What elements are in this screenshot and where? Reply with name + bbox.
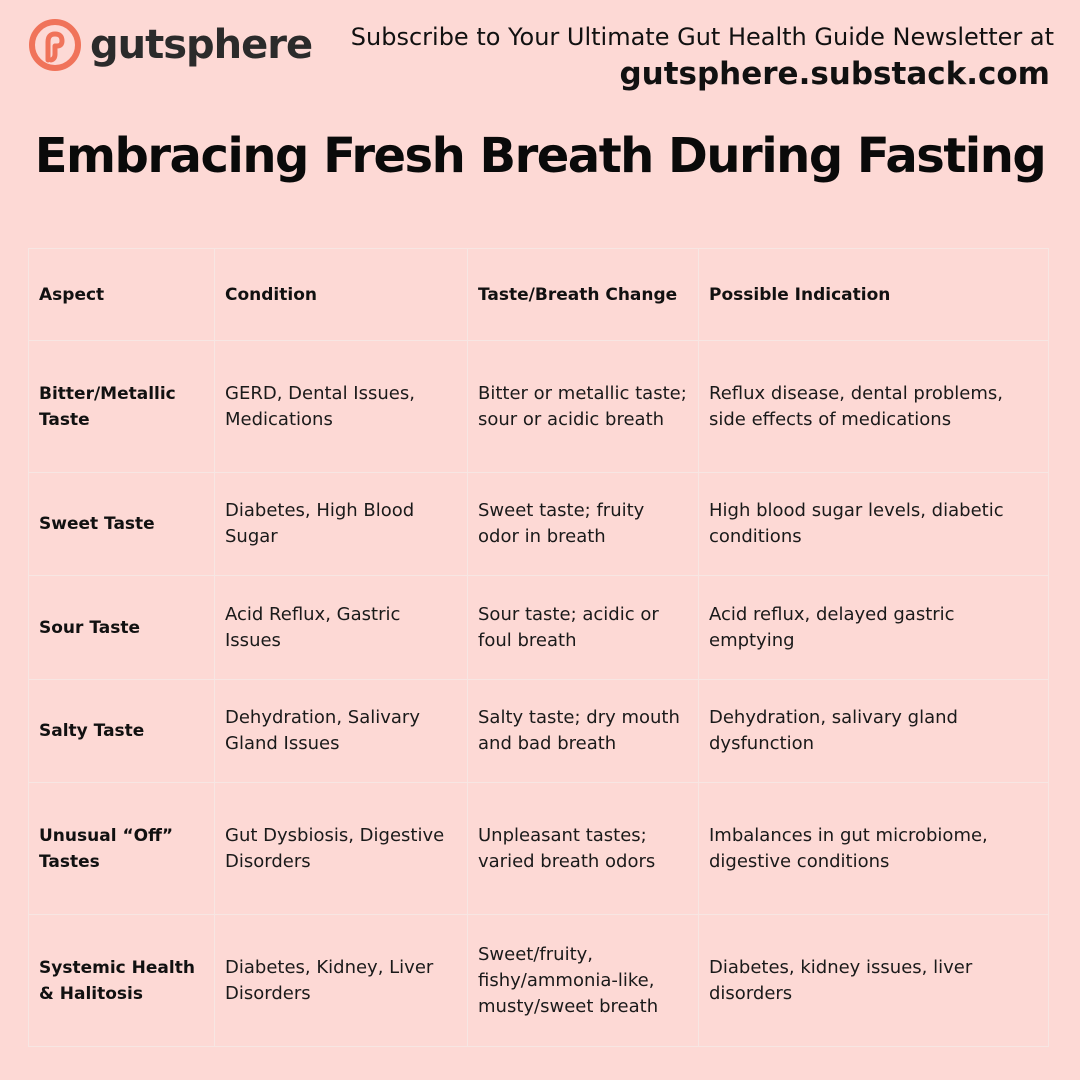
table-row <box>29 783 1049 915</box>
table-row <box>29 680 1049 783</box>
brand-logo <box>28 18 312 72</box>
table-row <box>29 473 1049 576</box>
header-condition: Condition <box>215 249 468 341</box>
aspect-cell: Systemic Health & Halitosis <box>29 915 215 1047</box>
subscribe-text: Subscribe to Your Ultimate Gut Health Guide Newsletter at <box>350 23 1054 51</box>
header-change: Taste/Breath Change <box>468 249 699 341</box>
indication-cell: Imbalances in gut microbiome, digestive conditions <box>699 783 1049 915</box>
header-indication: Possible Indication <box>699 249 1049 341</box>
change-cell: Unpleasant tastes; varied breath odors <box>468 783 699 915</box>
subscribe-link[interactable]: gutsphere.substack.com <box>619 56 1050 92</box>
condition-cell: Acid Reflux, Gastric Issues <box>215 576 468 680</box>
gut-intestine-icon <box>28 18 82 72</box>
condition-cell: Dehydration, Salivary Gland Issues <box>215 680 468 783</box>
aspect-cell: Unusual “Off” Tastes <box>29 783 215 915</box>
indication-cell: Reflux disease, dental problems, side effects of medications <box>699 341 1049 473</box>
header-aspect: Aspect <box>29 249 215 341</box>
change-cell: Sweet taste; fruity odor in breath <box>468 473 699 576</box>
condition-cell: GERD, Dental Issues, Medications <box>215 341 468 473</box>
condition-cell: Diabetes, High Blood Sugar <box>215 473 468 576</box>
symptom-table <box>28 248 1049 1047</box>
indication-cell: High blood sugar levels, diabetic conditions <box>699 473 1049 576</box>
condition-cell: Diabetes, Kidney, Liver Disorders <box>215 915 468 1047</box>
table-row <box>29 576 1049 680</box>
table-row <box>29 341 1049 473</box>
table-row <box>29 915 1049 1047</box>
change-cell: Sweet/fruity, fishy/ammonia-like, musty/sweet breath <box>468 915 699 1047</box>
change-cell: Sour taste; acidic or foul breath <box>468 576 699 680</box>
change-cell: Salty taste; dry mouth and bad breath <box>468 680 699 783</box>
indication-cell: Acid reflux, delayed gastric emptying <box>699 576 1049 680</box>
indication-cell: Diabetes, kidney issues, liver disorders <box>699 915 1049 1047</box>
page-title: Embracing Fresh Breath During Fasting <box>34 128 1046 184</box>
indication-cell: Dehydration, salivary gland dysfunction <box>699 680 1049 783</box>
brand-name: gutsphere <box>90 22 313 68</box>
condition-cell: Gut Dysbiosis, Digestive Disorders <box>215 783 468 915</box>
aspect-cell: Bitter/Metallic Taste <box>29 341 215 473</box>
table-header-row <box>29 249 1049 341</box>
subscribe-banner <box>351 20 1054 94</box>
change-cell: Bitter or metallic taste; sour or acidic breath <box>468 341 699 473</box>
aspect-cell: Salty Taste <box>29 680 215 783</box>
aspect-cell: Sour Taste <box>29 576 215 680</box>
aspect-cell: Sweet Taste <box>29 473 215 576</box>
